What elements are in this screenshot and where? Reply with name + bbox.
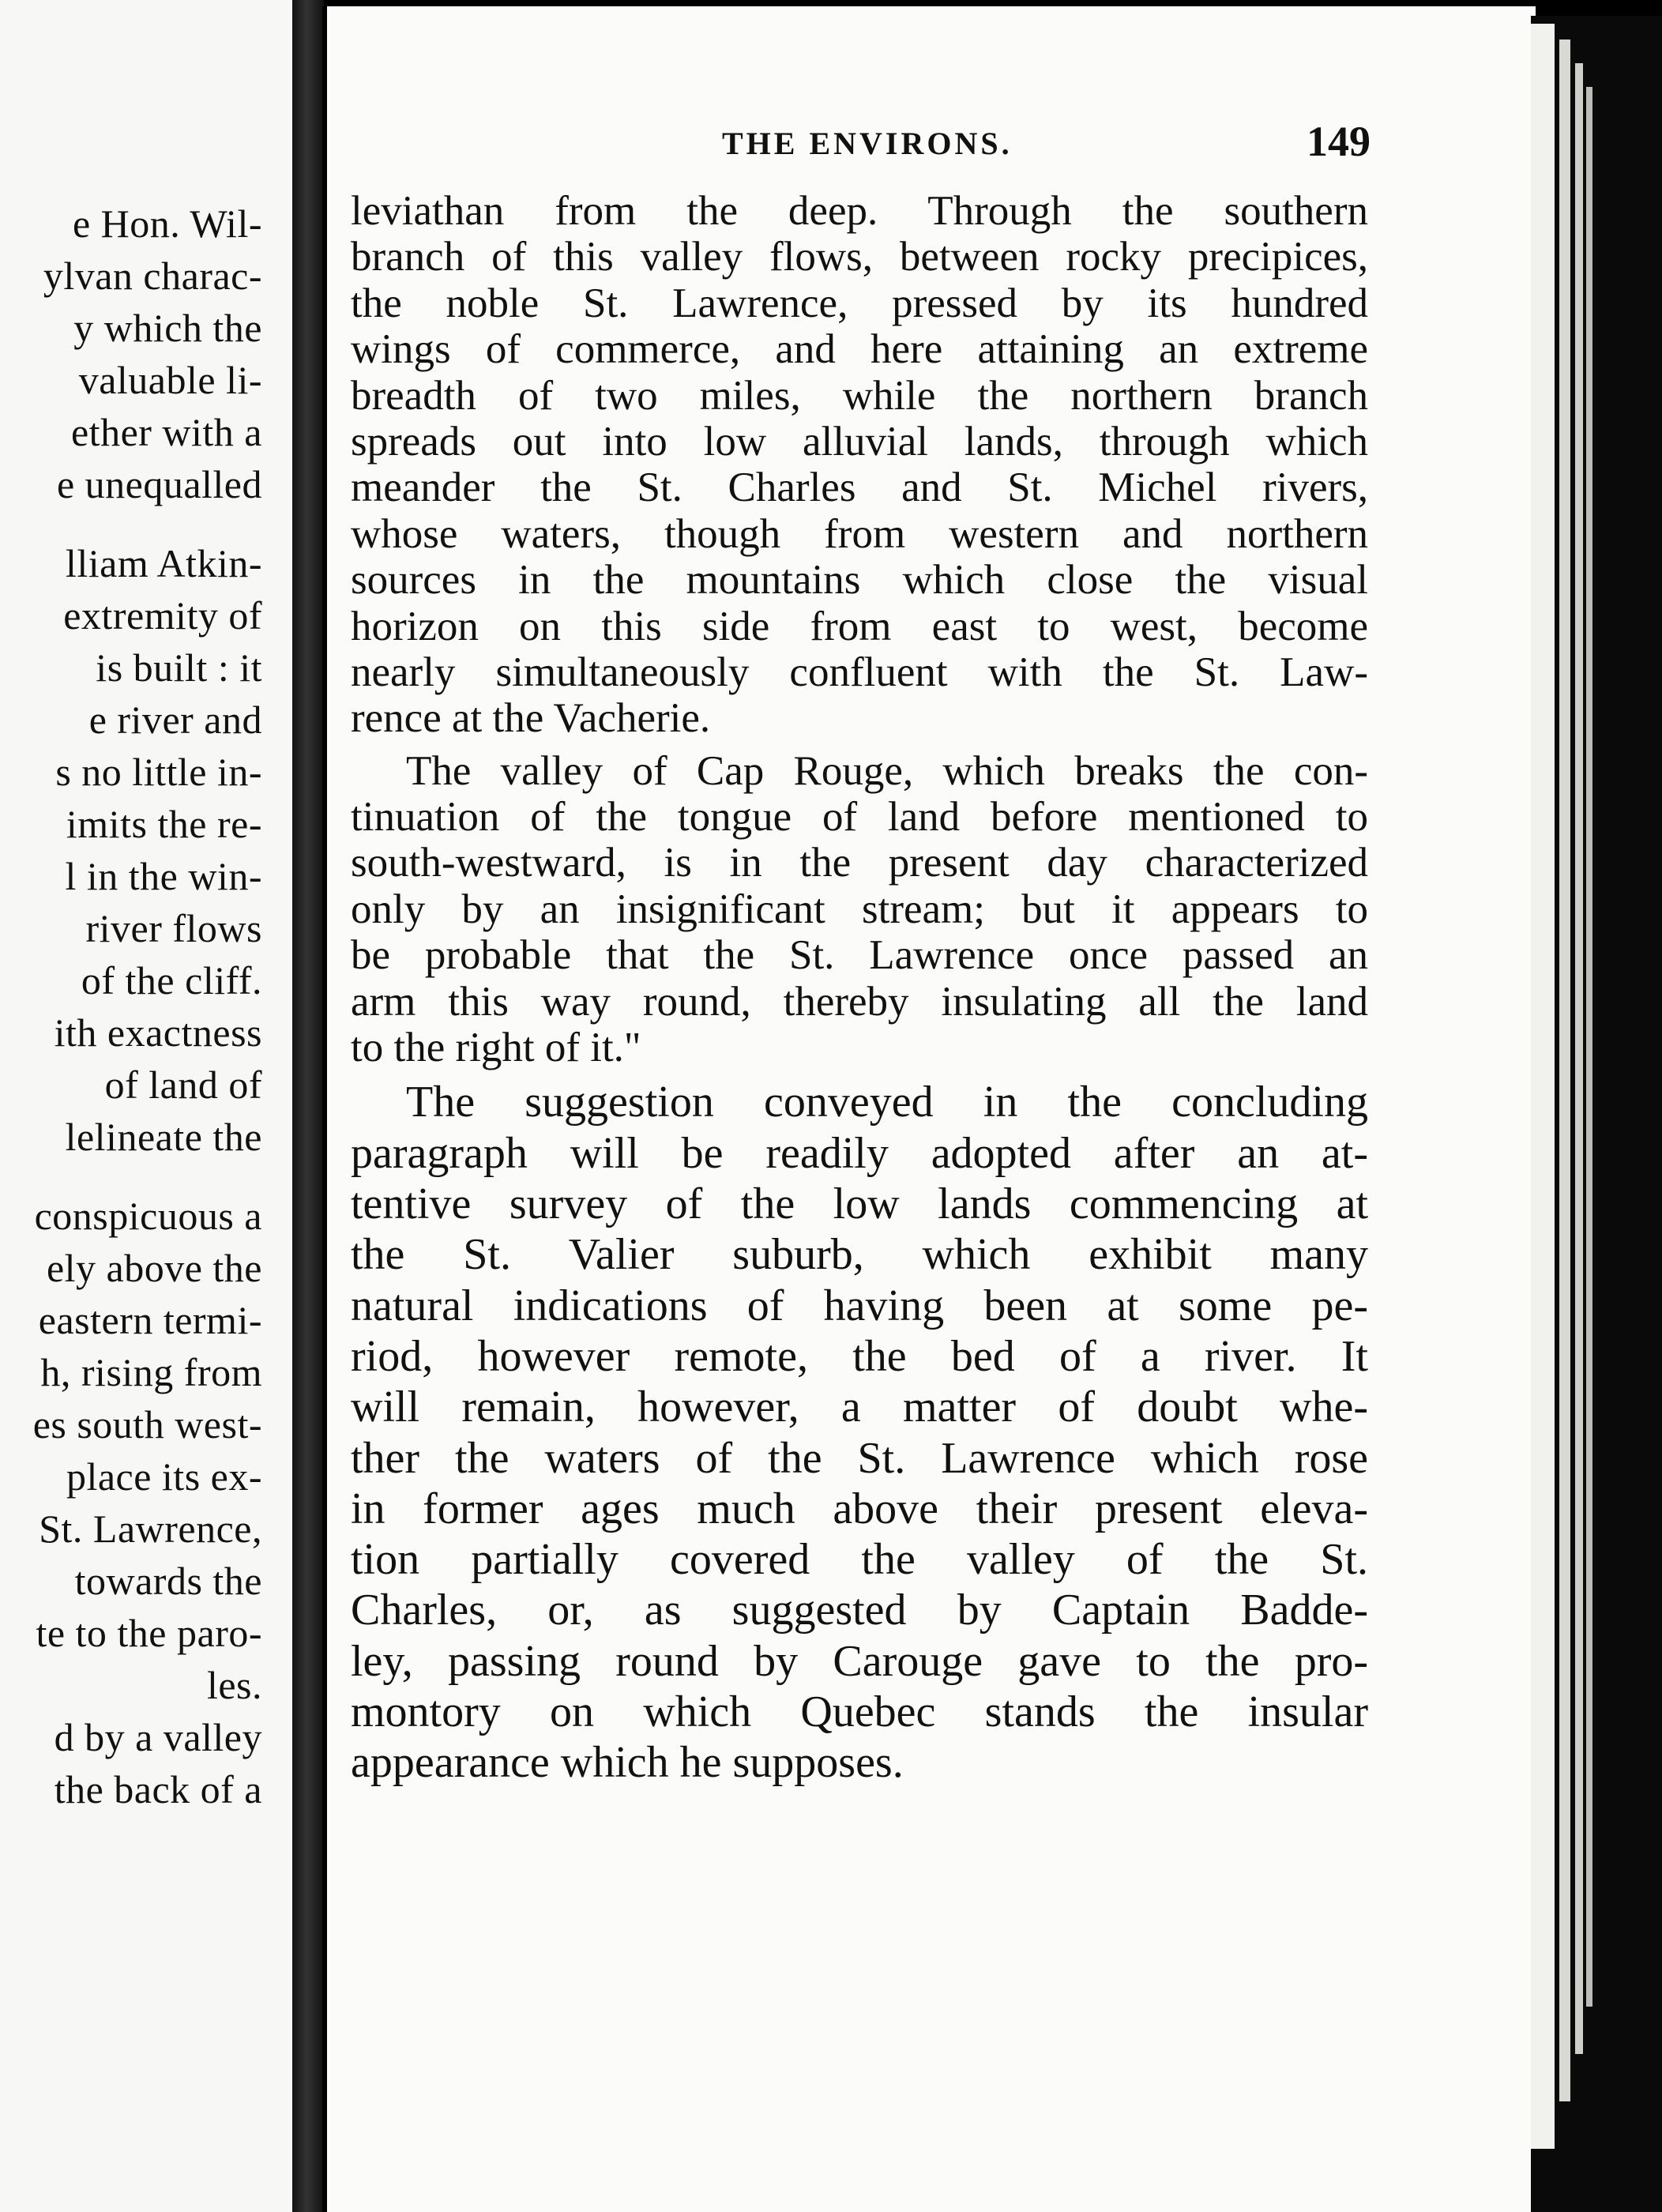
text-line: only by an insignificant stream; but it appears to — [351, 886, 1368, 932]
text-line: place its ex- — [66, 1454, 262, 1499]
text-line: St. Lawrence, — [39, 1507, 262, 1551]
previous-page-text — [33, 198, 262, 1815]
text-line: nearly simultaneously confluent with the St. Law- — [351, 649, 1368, 695]
text-line: the St. Valier suburb, which exhibit many — [351, 1230, 1368, 1280]
text-line: ely above the — [46, 1246, 262, 1290]
text-line: leviathan from the deep. Through the southern — [351, 188, 1368, 234]
text-line: tion partially covered the valley of the St. — [351, 1535, 1368, 1585]
text-line: lelineate the — [65, 1115, 262, 1159]
text-line: eastern termi- — [38, 1298, 262, 1342]
text-line: spreads out into low alluvial lands, through which — [351, 418, 1368, 465]
text-line: s no little in- — [55, 750, 262, 794]
text-line: meander the St. Charles and St. Michel rivers, — [351, 465, 1368, 511]
text-line: montory on which Quebec stands the insular — [351, 1687, 1368, 1736]
text-line: l in the win- — [65, 854, 262, 898]
text-line: wings of commerce, and here attaining an extreme — [351, 326, 1368, 373]
text-line: les. — [206, 1663, 262, 1707]
text-line: e Hon. Wil- — [72, 201, 262, 246]
text-line: ther the waters of the St. Lawrence which rose — [351, 1433, 1368, 1483]
text-line: branch of this valley flows, between rocky precipices, — [351, 234, 1368, 280]
text-line: conspicuous a — [34, 1194, 262, 1238]
text-line: the noble St. Lawrence, pressed by its hundred — [351, 280, 1368, 326]
text-line: The valley of Cap Rouge, which breaks the con- — [406, 747, 1368, 794]
text-line: south-westward, is in the present day characterized — [351, 840, 1368, 886]
text-line: sources in the mountains which close the visual — [351, 557, 1368, 604]
body-text — [351, 188, 1368, 1789]
text-line: ylvan charac- — [43, 254, 262, 298]
page-edges — [1531, 16, 1662, 2212]
text-line: valuable li- — [78, 358, 262, 402]
text-line: ether with a — [70, 410, 262, 454]
text-line: extremity of — [63, 593, 262, 638]
text-line: y which the — [73, 306, 262, 350]
text-line: in former ages much above their present eleva- — [351, 1484, 1368, 1533]
text-line: will remain, however, a matter of doubt whe- — [351, 1382, 1368, 1432]
current-page — [322, 6, 1536, 2212]
paragraph-1 — [351, 188, 1368, 742]
text-line: to the right of it." — [351, 1025, 641, 1071]
text-line: imits the re- — [66, 802, 262, 846]
text-line: lliam Atkin- — [65, 541, 262, 585]
page-number: 149 — [1307, 118, 1371, 165]
text-line: whose waters, though from western and northern — [351, 510, 1368, 557]
book-gutter — [292, 0, 324, 2212]
text-line: arm this way round, thereby insulating all the land — [351, 978, 1368, 1025]
text-line: natural indications of having been at some pe- — [351, 1281, 1368, 1330]
text-line: of land of — [104, 1063, 262, 1107]
text-line: tentive survey of the low lands commencing at — [351, 1179, 1368, 1229]
text-line: The suggestion conveyed in the concluding — [406, 1078, 1368, 1127]
text-line: appearance which he supposes. — [351, 1738, 904, 1788]
text-line: is built : it — [96, 645, 262, 690]
text-line: e unequalled — [56, 462, 262, 506]
text-line: d by a valley — [54, 1715, 262, 1759]
text-line: rence at the Vacherie. — [351, 695, 711, 742]
text-line: towards the — [74, 1559, 262, 1603]
text-line: ith exactness — [54, 1010, 262, 1055]
text-line: tinuation of the tongue of land before mentioned to — [351, 794, 1368, 841]
line-gap — [33, 510, 262, 537]
text-line: te to the paro- — [36, 1611, 262, 1655]
paragraph-2 — [351, 748, 1368, 1071]
text-line: h, rising from — [40, 1350, 262, 1394]
running-head: THE ENVIRONS. — [722, 126, 1013, 161]
text-line: river flows — [85, 906, 262, 950]
text-line: be probable that the St. Lawrence once passed an — [351, 932, 1368, 979]
text-line: ley, passing round by Carouge gave to the pro- — [351, 1636, 1368, 1686]
text-line: paragraph will be readily adopted after an at- — [351, 1128, 1368, 1178]
line-gap — [33, 1163, 262, 1190]
previous-page — [0, 0, 295, 2212]
text-line: of the cliff. — [81, 958, 262, 1003]
text-line: es south west- — [32, 1402, 262, 1446]
text-line: riod, however remote, the bed of a river. It — [351, 1331, 1368, 1381]
text-line: the back of a — [54, 1767, 262, 1811]
text-line: breadth of two miles, while the northern branch — [351, 372, 1368, 419]
text-line: e river and — [88, 698, 262, 742]
paragraph-3 — [351, 1077, 1368, 1788]
text-line: horizon on this side from east to west, become — [351, 603, 1368, 649]
text-line: Charles, or, as suggested by Captain Badde- — [351, 1586, 1368, 1635]
